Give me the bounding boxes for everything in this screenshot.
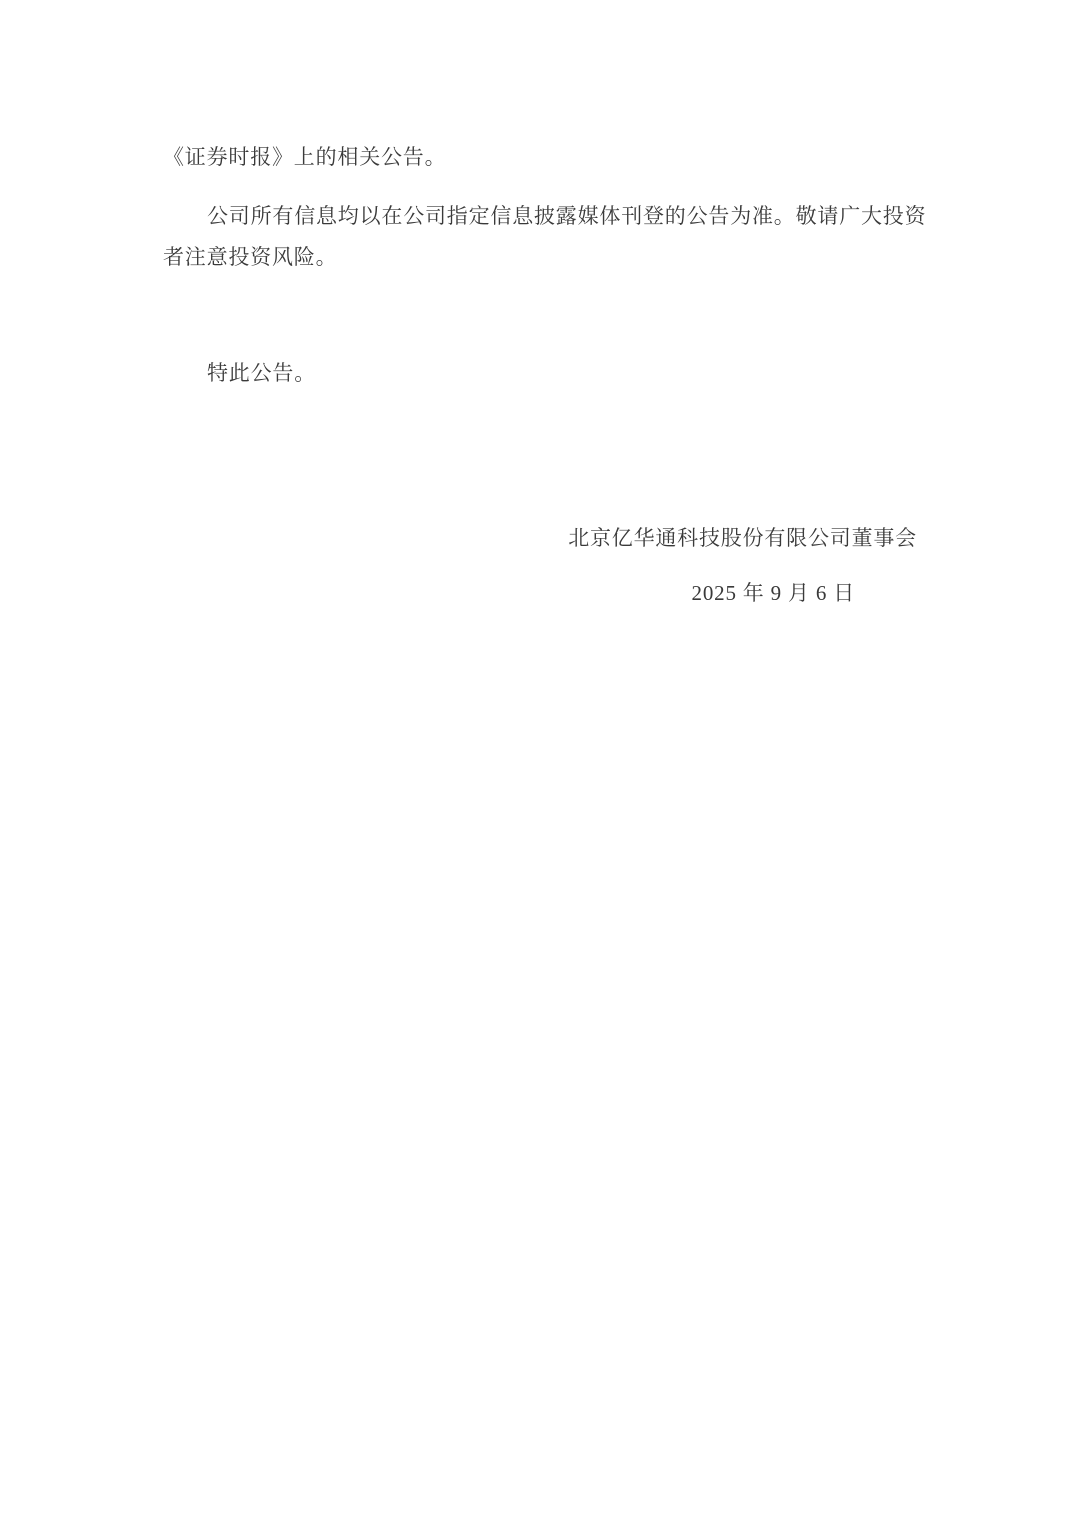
signature-date: 2025 年 9 月 6 日	[691, 581, 855, 605]
disclaimer-paragraph-line-1: 公司所有信息均以在公司指定信息披露媒体刊登的公告为准。敬请广大投资	[207, 204, 927, 228]
signature-company-board: 北京亿华通科技股份有限公司董事会	[568, 526, 917, 550]
closing-statement: 特此公告。	[207, 361, 316, 385]
paragraph-continuation-text: 《证券时报》上的相关公告。	[163, 145, 447, 169]
disclaimer-paragraph-line-2: 者注意投资风险。	[163, 245, 338, 269]
